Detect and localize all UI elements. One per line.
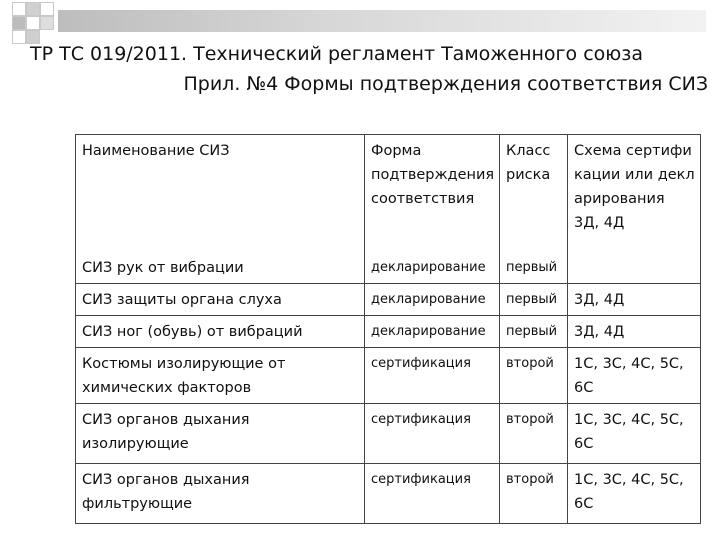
row-5-risk-class: второй [500,404,568,464]
row-2-name: СИЗ защиты органа слуха [76,284,365,316]
deco-square [12,16,26,30]
table-row [76,464,701,524]
deco-square [40,16,54,30]
row-1-risk-class: первый [500,252,568,284]
deco-square [12,30,26,44]
row-2-risk-class: первый [500,284,568,316]
row-4-risk-class: второй [500,348,568,404]
header-risk-class: Класс риска [500,135,568,253]
row-1-name: СИЗ рук от вибрации [76,252,365,284]
row-3-risk-class: первый [500,316,568,348]
row-5-form: сертификация [365,404,500,464]
deco-square [12,2,26,16]
row-5-scheme: 1С, 3С, 4С, 5С, 6С [568,404,701,464]
row-3-form: декларирование [365,316,500,348]
table-row [76,284,701,316]
row-4-form: сертификация [365,348,500,404]
page-subtitle: Прил. №4 Формы подтверждения соответствия СИЗ [183,73,708,95]
row-2-scheme: 3Д, 4Д [568,284,701,316]
deco-square [40,2,54,16]
row-6-scheme: 1С, 3С, 4С, 5С, 6С [568,464,701,524]
row-1-form: декларирование [365,252,500,284]
row-4-name: Костюмы изолирующие от химических факторов [76,348,365,404]
deco-square [26,2,40,16]
table-row [76,316,701,348]
row-6-name: СИЗ органов дыхания фильтрующие [76,464,365,524]
table-row [76,404,701,464]
deco-square [26,30,40,44]
row-2-form: декларирование [365,284,500,316]
row-1-scheme: 3Д, 4Д [574,215,625,231]
table-header-row [76,135,701,253]
header-name: Наименование СИЗ [76,135,365,253]
deco-gradient-band [58,10,706,32]
header-scheme [568,135,701,284]
header-form: Форма подтверждения соответствия [365,135,500,253]
table-row [76,348,701,404]
header-scheme-text: Схема сертификации или декларирования [574,143,695,207]
row-3-scheme: 3Д, 4Д [568,316,701,348]
row-4-scheme: 1С, 3С, 4С, 5С, 6С [568,348,701,404]
page-title: ТР ТС 019/2011. Технический регламент Таможенного союза [30,43,644,65]
row-6-risk-class: второй [500,464,568,524]
row-6-form: сертификация [365,464,500,524]
ppe-conformity-table [75,134,701,524]
deco-square [26,16,40,30]
row-5-name: СИЗ органов дыхания изолирующие [76,404,365,464]
row-3-name: СИЗ ног (обувь) от вибраций [76,316,365,348]
